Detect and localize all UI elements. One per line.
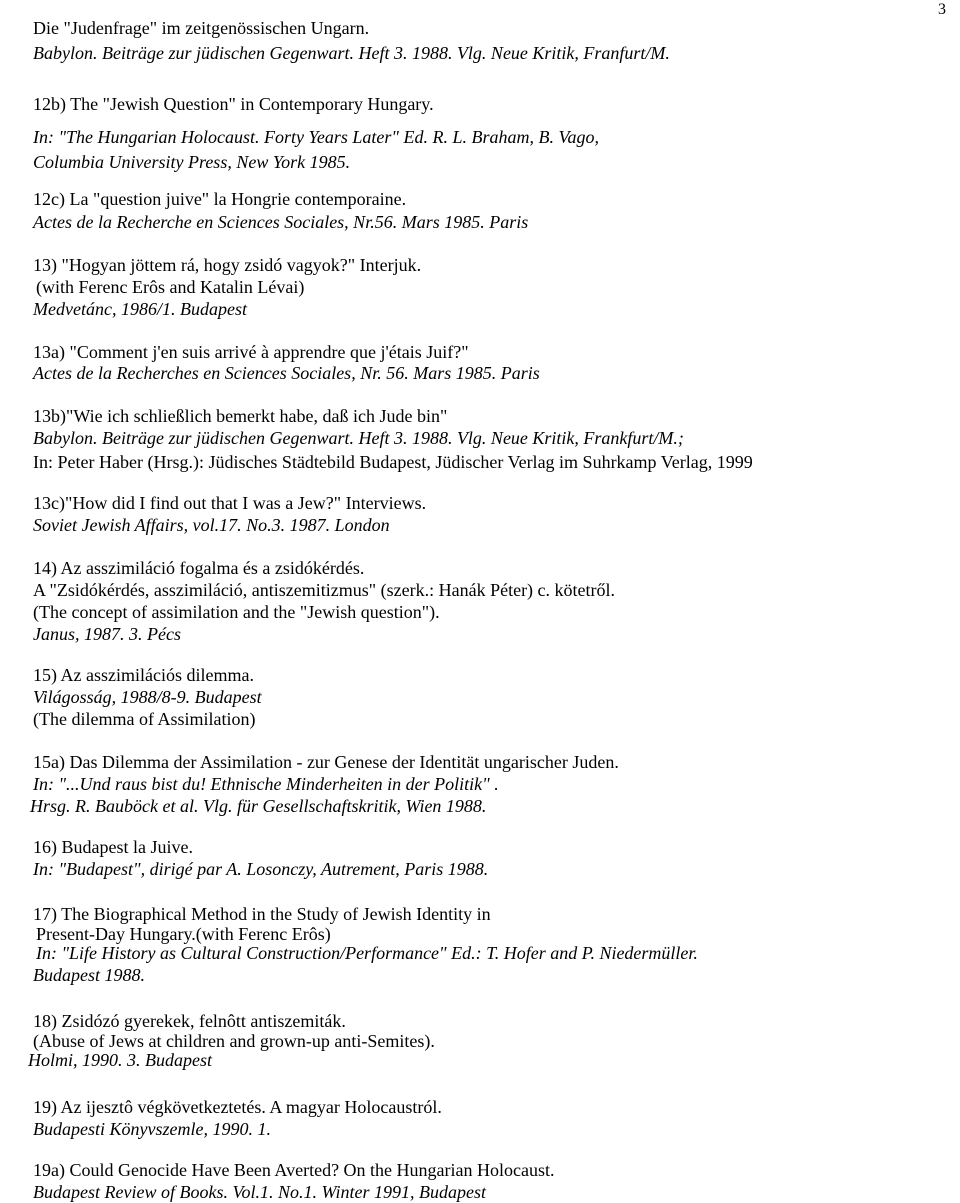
text-line: In: "The Hungarian Holocaust. Forty Years Later" Ed. R. L. Braham, B. Vago,	[33, 127, 599, 147]
text-line: In: Peter Haber (Hrsg.): Jüdisches Städtebild Budapest, Jüdischer Verlag im Suhrkamp Verlag, 1999	[33, 452, 753, 472]
text-line: 12c) La "question juive" la Hongrie contemporaine.	[33, 189, 407, 209]
text-line: Soviet Jewish Affairs, vol.17. No.3. 1987. London	[33, 515, 390, 535]
text-line: 13a) "Comment j'en suis arrivé à apprendre que j'étais Juif?"	[33, 342, 469, 362]
text-line: 16) Budapest la Juive.	[33, 837, 193, 857]
text-line: A "Zsidókérdés, asszimiláció, antiszemitizmus" (szerk.: Hanák Péter) c. kötetről.	[33, 580, 616, 600]
text-line: In: "Budapest", dirigé par A. Losonczy, Autrement, Paris 1988.	[33, 859, 489, 879]
text-line: Babylon. Beiträge zur jüdischen Gegenwart. Heft 3. 1988. Vlg. Neue Kritik, Frankfurt/M.;	[33, 428, 684, 448]
text-line: Hrsg. R. Bauböck et al. Vlg. für Gesellschaftskritik, Wien 1988.	[30, 796, 487, 816]
text-line: Világosság, 1988/8-9. Budapest	[33, 687, 262, 707]
text-line: 18) Zsidózó gyerekek, felnôtt antiszemiták.	[33, 1011, 346, 1031]
text-line: 13b)"Wie ich schließlich bemerkt habe, daß ich Jude bin"	[33, 406, 448, 426]
text-line: Medvetánc, 1986/1. Budapest	[33, 299, 247, 319]
text-line: Budapest Review of Books. Vol.1. No.1. Winter 1991, Budapest	[33, 1182, 486, 1202]
text-line: Present-Day Hungary.(with Ferenc Erôs)	[36, 924, 331, 944]
text-line: Actes de la Recherche en Sciences Sociales, Nr.56. Mars 1985. Paris	[33, 212, 529, 232]
text-line: 15) Az asszimilációs dilemma.	[33, 665, 254, 685]
text-line: 15a) Das Dilemma der Assimilation - zur Genese der Identität ungarischer Juden.	[33, 752, 619, 772]
text-line: Babylon. Beiträge zur jüdischen Gegenwart. Heft 3. 1988. Vlg. Neue Kritik, Franfurt/M.	[33, 43, 670, 63]
text-line: (Abuse of Jews at children and grown-up anti-Semites).	[33, 1031, 435, 1051]
text-line: 13) "Hogyan jöttem rá, hogy zsidó vagyok?" Interjuk.	[33, 255, 422, 275]
page-number: 3	[938, 1, 946, 18]
text-line: 12b) The "Jewish Question" in Contemporary Hungary.	[33, 94, 434, 114]
text-line: 19a) Could Genocide Have Been Averted? On the Hungarian Holocaust.	[33, 1160, 555, 1180]
text-line: (with Ferenc Erôs and Katalin Lévai)	[36, 277, 305, 297]
text-line: Actes de la Recherches en Sciences Sociales, Nr. 56. Mars 1985. Paris	[33, 363, 540, 383]
text-line: In: "Life History as Cultural Construction/Performance" Ed.: T. Hofer and P. Niedermüller.	[36, 943, 698, 963]
text-line: 14) Az asszimiláció fogalma és a zsidókérdés.	[33, 558, 365, 578]
text-line: 19) Az ijesztô végkövetkeztetés. A magyar Holocaustról.	[33, 1097, 442, 1117]
text-line: Budapesti Könyvszemle, 1990. 1.	[33, 1119, 271, 1139]
text-line: Die "Judenfrage" im zeitgenössischen Ungarn.	[33, 18, 370, 38]
text-line: In: "...Und raus bist du! Ethnische Minderheiten in der Politik" .	[33, 774, 499, 794]
text-line: (The dilemma of Assimilation)	[33, 709, 256, 729]
text-line: Budapest 1988.	[33, 965, 145, 985]
text-line: Columbia University Press, New York 1985.	[33, 152, 351, 172]
text-line: 17) The Biographical Method in the Study of Jewish Identity in	[33, 904, 491, 924]
text-line: Janus, 1987. 3. Pécs	[33, 624, 181, 644]
text-line: Holmi, 1990. 3. Budapest	[28, 1050, 212, 1070]
text-line: 13c)"How did I find out that I was a Jew?" Interviews.	[33, 493, 427, 513]
text-line: (The concept of assimilation and the "Jewish question").	[33, 602, 440, 622]
